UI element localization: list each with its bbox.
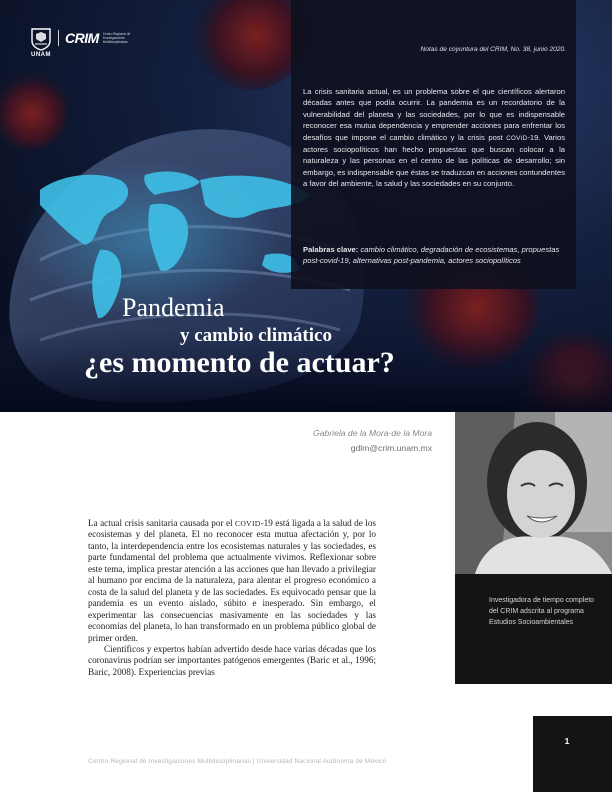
footer-institution: Centro Regional de Investigaciones Multidisciplinarias | Universidad Nacional Autónoma de México	[88, 758, 387, 765]
keywords-label: Palabras clave:	[303, 245, 359, 254]
body-paragraph: La actual crisis sanitaria causada por el COVID-19 está ligada a la salud de los ecosistemas y del planeta. El no reconocer esta mutua afectación y, por lo tanto, la interdependencia entre los ecosistemas naturales y las sociedades, es parte fundamental del problema que actualmente vivimos. Reflexionar sobre este tema, implica prestar atención a las acciones que han llevado a privilegiar al humano por encima de la naturaleza, para alentar el progreso económico a costa de la salud del planeta y de las sociedades. Es equivocado pensar que la pandemia es un evento aislado, súbito e inesperado. Sin embargo, el experimentar las consecuencias masivamente en las sociedades y las economías del planeta, lo han transformado en un problema público global de primer orden.	[88, 518, 376, 643]
crim-subtitle: Centro Regional de Investigaciones Multidisciplinarias	[102, 32, 131, 44]
unam-label: UNAM	[31, 52, 51, 58]
author-email[interactable]: gdlm@crim.unam.mx	[350, 443, 432, 453]
title-line-2: y cambio climático	[180, 325, 332, 346]
title-line-3: ¿es momento de actuar?	[84, 346, 395, 379]
crim-logo	[58, 30, 137, 46]
author-portrait	[455, 412, 612, 574]
abstract-panel	[291, 0, 576, 289]
author-bio: Investigadora de tiempo completo del CRIM adscrita al programa Estudios Socioambientales	[489, 597, 595, 626]
article-body	[88, 518, 376, 678]
title-line-1: Pandemia	[122, 293, 225, 322]
body-paragraph: Científicos y expertos habían advertido desde hace varias décadas que los coronavirus podrían ser importantes patógenos emergentes (Baric et al., 1996; Baric, 2008). Experiencias previas	[88, 643, 376, 677]
page-number-box	[533, 716, 612, 792]
page-number: 1	[564, 736, 570, 746]
header-logos	[30, 27, 137, 58]
author-bio-panel	[455, 574, 612, 684]
keywords-list: cambio climático, degradación de ecosistemas, propuestas post-covid-19, alternativas post-pandemia, actores sociopolíticos	[303, 245, 560, 266]
abstract-text: La crisis sanitaria actual, es un problema sobre el que científicos alertaron décadas antes que podía ocurrir. La pandemia es un recordatorio de la vulnerabilidad del planeta y las sociedades, por lo que es indispensable reconocer esa mutua dependencia y emprender acciones para enfrentar los desafíos que impone el cambio climático y la crisis post COVID-19. Varios actores sociopolíticos han hecho propuestas que buscan colocar a la naturaleza y las personas en el centro de las políticas de desarrollo; sin embargo, es indispensable que éstas se traduzcan en acciones contundentes a favor del ambiente, la salud y las sociedades en su conjunto.	[303, 87, 565, 189]
author-name: Gabriela de la Mora-de la Mora	[313, 428, 432, 438]
crim-wordmark: CRIM	[65, 30, 99, 46]
virus-particle	[0, 70, 68, 150]
issue-line: Notas de coyuntura del CRIM, No. 38, junio 2020.	[420, 46, 566, 53]
unam-logo	[30, 27, 52, 58]
keywords	[303, 244, 565, 267]
author-photo	[455, 412, 612, 574]
unam-seal-icon	[30, 27, 52, 51]
